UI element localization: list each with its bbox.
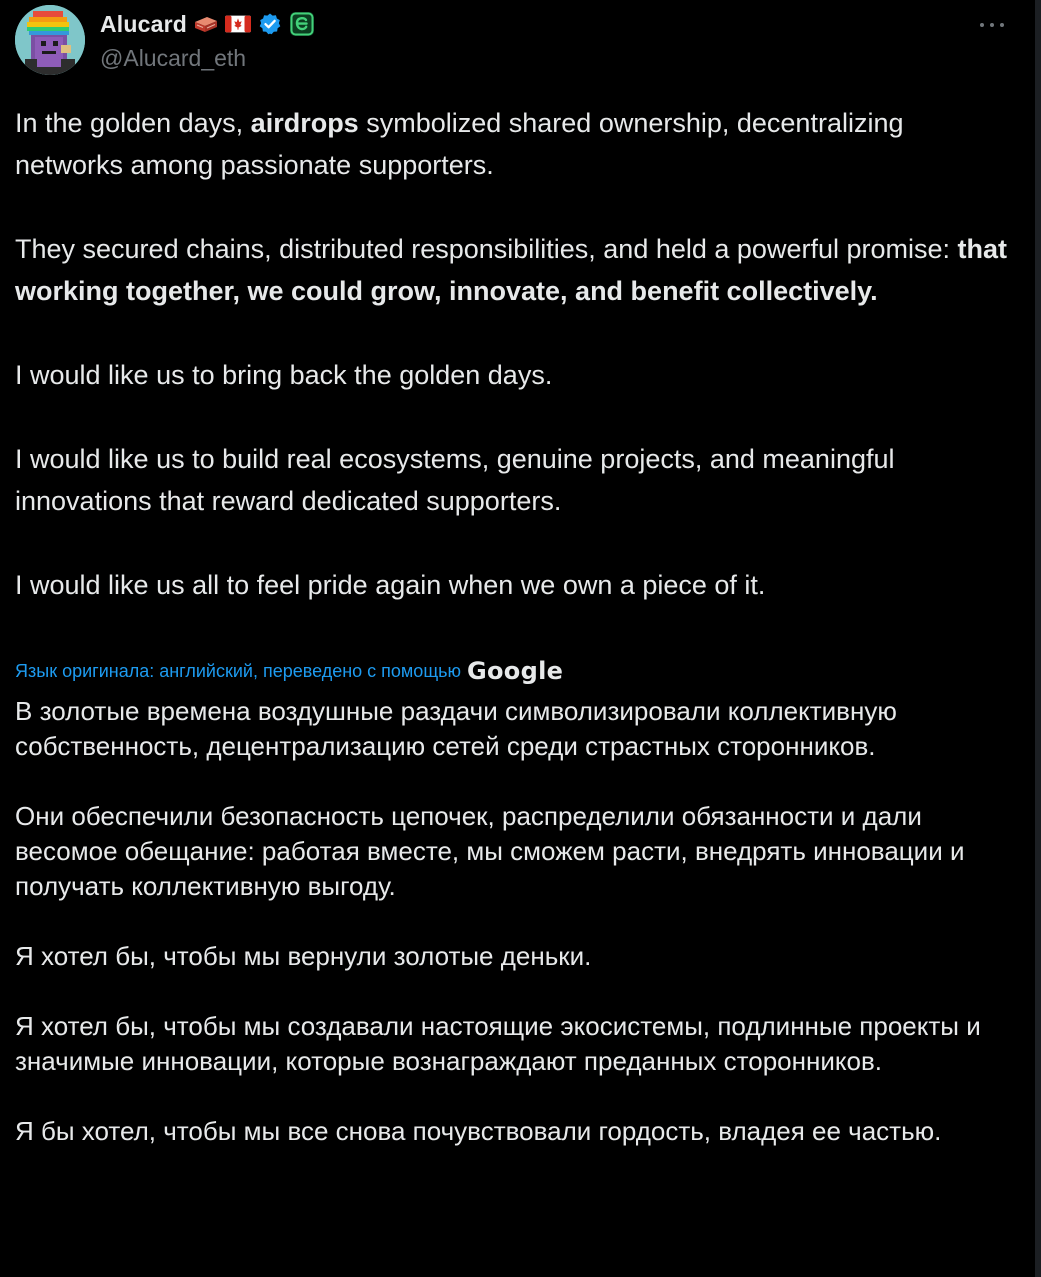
tweet-paragraph: I would like us all to feel pride again when we own a piece of it. — [15, 570, 766, 600]
translated-text — [15, 694, 1025, 1149]
translation-label[interactable]: Язык оригинала: английский, переведено с помощью — [15, 660, 462, 681]
translation-note[interactable] — [15, 656, 563, 686]
green-e-badge-icon[interactable] — [289, 11, 315, 37]
google-logo: Google — [467, 657, 564, 685]
avatar[interactable] — [15, 5, 85, 75]
tweet-header — [15, 5, 1015, 75]
scrollbar-track[interactable] — [1035, 0, 1041, 1277]
user-handle[interactable]: @Alucard_eth — [100, 45, 247, 71]
name-row — [100, 9, 315, 39]
display-name[interactable]: Alucard — [100, 10, 188, 37]
more-options-button[interactable] — [975, 13, 1009, 37]
translated-paragraph: Я хотел бы, чтобы мы вернули золотые деньки. — [15, 941, 592, 971]
translated-paragraph: Я хотел бы, чтобы мы создавали настоящие экосистемы, подлинные проекты и значимые инновации, которые вознаграждают преданных сторонников. — [15, 1011, 981, 1076]
translated-paragraph: Я бы хотел, чтобы мы все снова почувствовали гордость, владея ее частью. — [15, 1116, 942, 1146]
tweet-paragraph: I would like us to build real ecosystems, genuine projects, and meaningful innovations that reward dedicated supporters. — [15, 444, 895, 516]
tweet-paragraph: In the golden days, airdrops symbolized shared ownership, decentralizing networks among passionate supporters. — [15, 108, 904, 180]
canada-flag-icon — [225, 11, 251, 37]
pixel-avatar-icon — [15, 5, 85, 75]
brick-emoji-icon — [193, 11, 219, 37]
bold-text: that working together, we could grow, innovate, and benefit collectively. — [15, 234, 1007, 306]
tweet-paragraph: I would like us to bring back the golden days. — [15, 360, 553, 390]
verified-badge-icon[interactable] — [257, 11, 283, 37]
bold-text: airdrops — [250, 108, 359, 138]
translated-paragraph: В золотые времена воздушные раздачи символизировали коллективную собственность, децентрализацию сетей среди страстных сторонников. — [15, 696, 897, 761]
tweet-paragraph: They secured chains, distributed responsibilities, and held a powerful promise: that working together, we could grow, innovate, and benefit collectively. — [15, 234, 1007, 306]
tweet-text — [15, 102, 1015, 606]
translated-paragraph: Они обеспечили безопасность цепочек, распределили обязанности и дали весомое обещание: работая вместе, мы сможем расти, внедрять инновации и получать коллективную выгоду. — [15, 801, 965, 901]
more-dots-icon — [977, 21, 1007, 29]
